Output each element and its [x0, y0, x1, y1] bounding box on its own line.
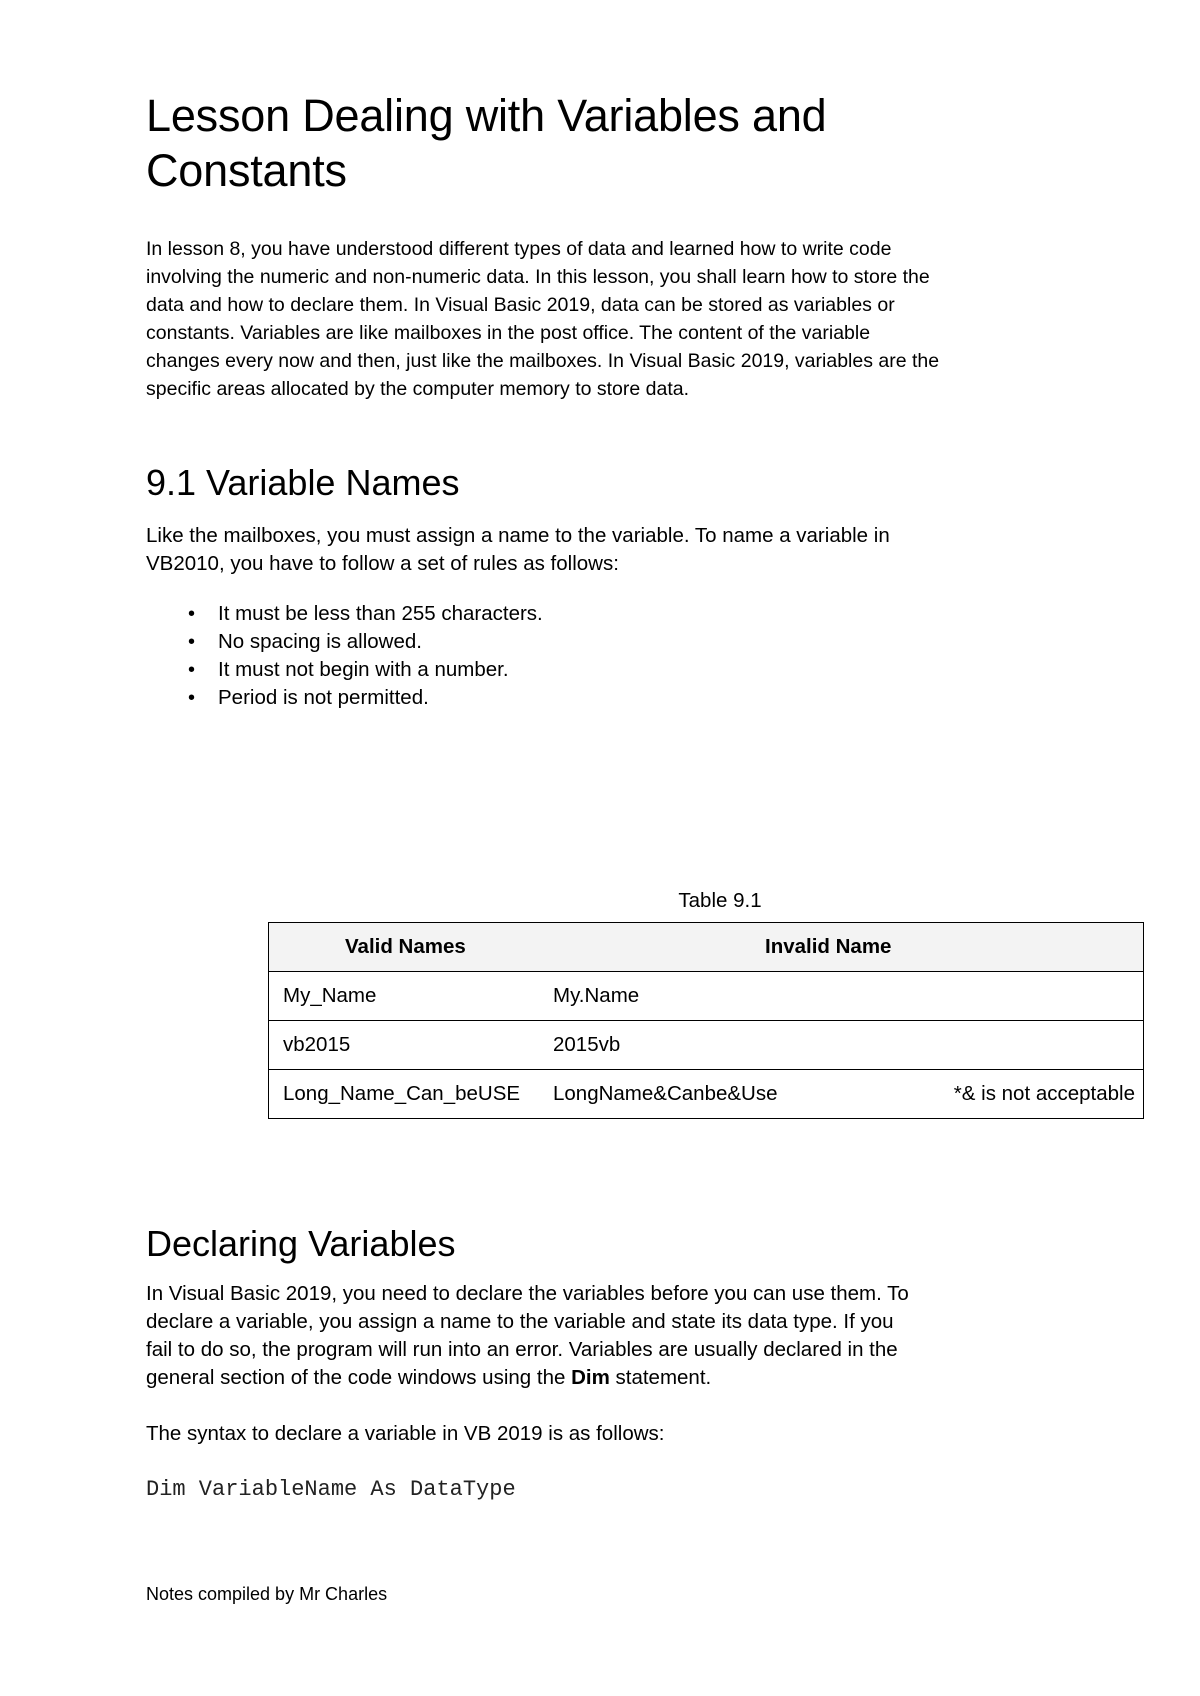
paragraph-line-end: statement. — [609, 1366, 712, 1389]
paragraph-line: In Visual Basic 2019, you need to declare the variables before you can use them. To — [146, 1282, 909, 1305]
title-line: Constants — [146, 145, 347, 196]
paragraph-line: VB2010, you have to follow a set of rules as follows: — [146, 552, 619, 575]
table-caption: Table 9.1 — [678, 889, 762, 912]
dim-keyword: Dim — [571, 1366, 610, 1389]
table-cell: My.Name — [553, 972, 913, 1021]
variable-names-table-block — [268, 888, 1144, 1119]
table-cell: Long_Name_Can_beUSE — [269, 1070, 554, 1119]
table-cell: vb2015 — [269, 1021, 554, 1070]
list-item — [188, 656, 1066, 684]
table-cell: My_Name — [269, 972, 554, 1021]
bullet-icon: • — [188, 659, 196, 681]
naming-rules-list — [146, 600, 1066, 712]
rule-text: It must not begin with a number. — [218, 658, 509, 681]
paragraph-line: fail to do so, the program will run into an error. Variables are usually declared in the — [146, 1338, 898, 1361]
rule-text: It must be less than 255 characters. — [218, 602, 543, 625]
page-title — [146, 88, 1066, 198]
column-header-valid-names: Valid Names — [269, 923, 554, 972]
table-row — [269, 972, 1144, 1021]
rule-text: No spacing is allowed. — [218, 630, 422, 653]
intro-line: In lesson 8, you have understood different types of data and learned how to write code — [146, 238, 892, 260]
paragraph-line-start: general section of the code windows using the — [146, 1366, 572, 1389]
table-cell: 2015vb — [553, 1021, 913, 1070]
variable-names-table — [268, 922, 1144, 1119]
code-example: Dim VariableName As DataType — [146, 1477, 516, 1502]
table-row — [269, 1021, 1144, 1070]
table-row — [269, 1070, 1144, 1119]
table-cell: LongName&Canbe&Use — [553, 1070, 913, 1119]
intro-line: specific areas allocated by the computer memory to store data. — [146, 378, 690, 400]
column-header-invalid-name: Invalid Name — [553, 923, 1144, 972]
table-cell: *& is not acceptable — [913, 1070, 1144, 1119]
intro-line: changes every now and then, just like the mailboxes. In Visual Basic 2019, variables are the — [146, 350, 940, 372]
list-item — [188, 600, 1066, 628]
intro-line: constants. Variables are like mailboxes in the post office. The content of the variable — [146, 322, 871, 344]
section-heading-variable-names: 9.1 Variable Names — [146, 462, 460, 503]
list-item — [188, 628, 1066, 656]
intro-line: involving the numeric and non-numeric data. In this lesson, you shall learn how to store the — [146, 266, 930, 288]
upper-content — [146, 88, 1066, 712]
paragraph-line: Like the mailboxes, you must assign a name to the variable. To name a variable in — [146, 524, 890, 547]
bullet-icon: • — [188, 687, 196, 709]
intro-paragraph — [146, 235, 1066, 403]
lower-content — [146, 1222, 1076, 1504]
bullet-icon: • — [188, 603, 196, 625]
table-cell — [913, 972, 1144, 1021]
list-item — [188, 684, 1066, 712]
table-cell — [913, 1021, 1144, 1070]
paragraph-line: declare a variable, you assign a name to the variable and state its data type. If you — [146, 1310, 894, 1333]
variable-names-paragraph — [146, 522, 1066, 578]
intro-line: data and how to declare them. In Visual Basic 2019, data can be stored as variables or — [146, 294, 895, 316]
table-header-row — [269, 923, 1144, 972]
title-line: Lesson Dealing with Variables and — [146, 90, 827, 141]
rule-text: Period is not permitted. — [218, 686, 429, 709]
syntax-intro: The syntax to declare a variable in VB 2019 is as follows: — [146, 1422, 665, 1445]
declaring-paragraph — [146, 1280, 1076, 1392]
bullet-icon: • — [188, 631, 196, 653]
section-heading-declaring-variables: Declaring Variables — [146, 1223, 456, 1264]
page-footer: Notes compiled by Mr Charles — [146, 1584, 388, 1604]
